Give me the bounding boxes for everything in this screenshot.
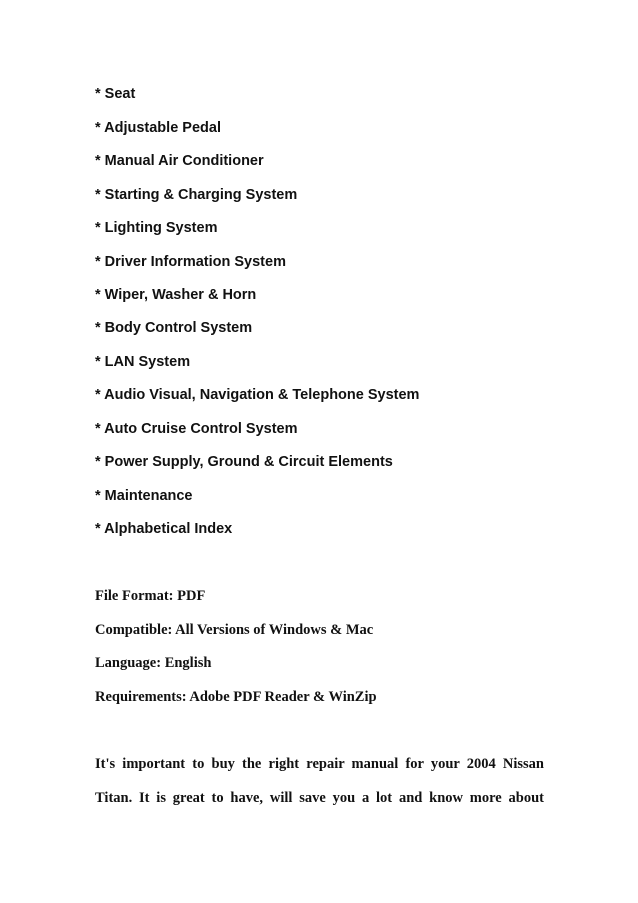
list-item-lighting-system: * Lighting System — [95, 220, 218, 236]
list-item-lan-system: * LAN System — [95, 354, 191, 370]
paragraph-line-1: It's important to buy the right repair manual for your 2004 Nissan — [95, 756, 544, 772]
paragraph-line-2: Titan. It is great to have, will save you a lot and know more about — [95, 790, 544, 806]
list-item-auto-cruise-control: * Auto Cruise Control System — [95, 421, 298, 437]
list-item-body-control-system: * Body Control System — [95, 320, 253, 336]
list-item-starting-charging-system: * Starting & Charging System — [95, 187, 298, 203]
list-item-maintenance: * Maintenance — [95, 488, 193, 504]
requirements-line: Requirements: Adobe PDF Reader & WinZip — [95, 689, 377, 705]
list-item-alphabetical-index: * Alphabetical Index — [95, 521, 233, 537]
list-item-seat: * Seat — [95, 86, 136, 102]
list-item-power-supply-ground: * Power Supply, Ground & Circuit Elements — [95, 454, 393, 470]
list-item-adjustable-pedal: * Adjustable Pedal — [95, 120, 221, 136]
list-item-audio-visual-navigation: * Audio Visual, Navigation & Telephone System — [95, 387, 420, 403]
file-format-line: File Format: PDF — [95, 588, 206, 604]
list-item-manual-air-conditioner: * Manual Air Conditioner — [95, 153, 264, 169]
language-line: Language: English — [95, 655, 212, 671]
list-item-wiper-washer-horn: * Wiper, Washer & Horn — [95, 287, 257, 303]
list-item-driver-information-system: * Driver Information System — [95, 254, 286, 270]
compatible-line: Compatible: All Versions of Windows & Mac — [95, 622, 374, 638]
